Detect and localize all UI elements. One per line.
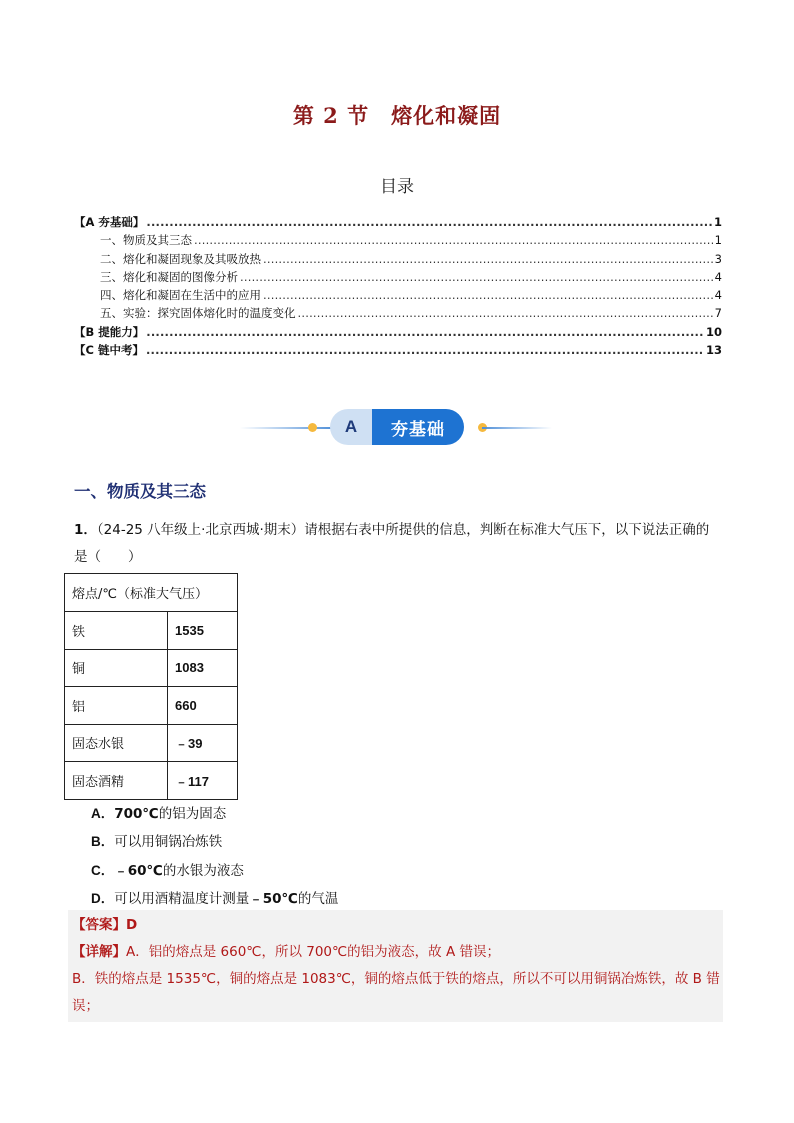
answer-options [91, 800, 338, 913]
toc-leader-dots [146, 341, 704, 359]
toc-item-page: 4 [714, 269, 722, 284]
table-row [65, 687, 238, 725]
toc-item-page: 3 [714, 251, 722, 266]
toc-leader-dots [298, 304, 713, 322]
option-letter: B． [91, 834, 115, 850]
question-line-1 [74, 517, 724, 544]
option-text: 的铝为固态 [158, 806, 227, 822]
toc-item-label: 二、熔化和凝固现象及其吸放热 [100, 251, 261, 266]
melting-point-table [64, 573, 238, 800]
toc-item-page: 4 [714, 288, 722, 303]
toc-leader-dots [146, 213, 712, 231]
toc-item-page: 13 [705, 343, 722, 358]
detail-label: 【详解】 [72, 944, 126, 960]
table-row [65, 612, 238, 650]
toc-item-label: 一、物质及其三态 [100, 233, 192, 248]
option-text: 的水银为液态 [162, 862, 244, 879]
detail-line-2: B．铁的熔点是 1535℃，铜的熔点是 1083℃，铜的熔点低于铁的熔点，所以不可以用铜锅冶炼铁，故 B 错 [72, 971, 720, 987]
toc-leader-dots [194, 231, 713, 249]
table-of-contents [74, 213, 722, 359]
toc-item[interactable] [74, 213, 722, 231]
toc-item[interactable] [74, 250, 722, 268]
substance-name: 固态水银 [65, 724, 168, 762]
toc-item[interactable] [74, 231, 722, 249]
option-temp: 700℃ [114, 806, 159, 822]
banner-line-right [482, 427, 552, 429]
toc-item-label: 【A 夯基础】 [74, 215, 145, 229]
banner-line-left [240, 427, 334, 429]
detail-line-1 [72, 940, 500, 960]
banner-letter: A [330, 409, 372, 445]
answer-box [68, 910, 723, 1022]
banner-text: 夯基础 [372, 409, 464, 445]
toc-item-label: 四、熔化和凝固在生活中的应用 [100, 288, 261, 303]
detail-text: A．铝的熔点是 660℃，所以 700℃的铝为液态，故 A 错误； [126, 944, 500, 960]
toc-leader-dots [240, 268, 713, 286]
question-number: 1． [74, 522, 97, 538]
substance-name: 固态酒精 [65, 762, 168, 800]
toc-leader-dots [263, 250, 713, 268]
substance-name: 铁 [65, 612, 168, 650]
table-row [65, 649, 238, 687]
substance-name: 铜 [65, 649, 168, 687]
toc-item-page: 1 [713, 215, 722, 229]
option-temp: ﹣60℃ [114, 862, 163, 879]
option-d[interactable] [91, 885, 338, 913]
toc-item[interactable] [74, 341, 722, 359]
toc-item-page: 1 [714, 233, 722, 248]
toc-item-label: 【B 提能力】 [74, 324, 145, 339]
melting-point-value: ﹣39 [168, 724, 238, 762]
banner-pill [330, 409, 464, 445]
table-row [65, 724, 238, 762]
substance-name: 铝 [65, 687, 168, 725]
toc-leader-dots [146, 323, 704, 341]
table-header-row [65, 574, 238, 612]
option-text: 的气温 [297, 890, 339, 907]
answer-value: D [126, 917, 138, 933]
answer-label: 【答案】 [72, 917, 126, 933]
question-text: （24-25 八年级上·北京西城·期末）请根据右表中所提供的信息，判断在标准大气压下，以下说法正确的 [96, 522, 710, 538]
option-c[interactable] [91, 857, 338, 885]
toc-item-label: 五、实验：探究固体熔化时的温度变化 [100, 306, 296, 321]
option-text: 可以用铜锅冶炼铁 [114, 834, 223, 851]
toc-item-page: 10 [705, 324, 722, 339]
toc-item[interactable] [74, 286, 722, 304]
option-letter: C． [91, 862, 115, 878]
option-temp: ﹣50℃ [249, 890, 298, 907]
table-header: 熔点/℃（标准大气压） [65, 574, 238, 612]
table-row [65, 762, 238, 800]
page-title: 第 2 节 熔化和凝固 [292, 103, 502, 128]
option-b[interactable] [91, 828, 338, 856]
question-line-2: 是（ ） [74, 549, 142, 565]
option-text: 可以用酒精温度计测量 [114, 890, 250, 907]
melting-point-value: 1535 [168, 612, 238, 650]
melting-point-value: 1083 [168, 649, 238, 687]
section-title: 一、物质及其三态 [74, 482, 206, 501]
option-letter: D． [91, 890, 115, 906]
melting-point-value: ﹣117 [168, 762, 238, 800]
banner-dot-left-icon [308, 423, 317, 432]
question-stem [74, 517, 724, 571]
melting-point-value: 660 [168, 687, 238, 725]
option-letter: A． [91, 806, 115, 821]
toc-item[interactable] [74, 268, 722, 286]
answer-line [72, 913, 137, 933]
toc-item-page: 7 [714, 306, 722, 321]
detail-line-3: 误； [72, 998, 99, 1014]
toc-leader-dots [263, 286, 713, 304]
toc-heading: 目录 [380, 177, 414, 197]
section-banner [228, 405, 564, 451]
toc-item-label: 【C 链中考】 [74, 343, 144, 358]
option-a[interactable] [91, 800, 338, 828]
toc-item[interactable] [74, 304, 722, 322]
toc-item-label: 三、熔化和凝固的图像分析 [100, 269, 238, 284]
toc-item[interactable] [74, 323, 722, 341]
